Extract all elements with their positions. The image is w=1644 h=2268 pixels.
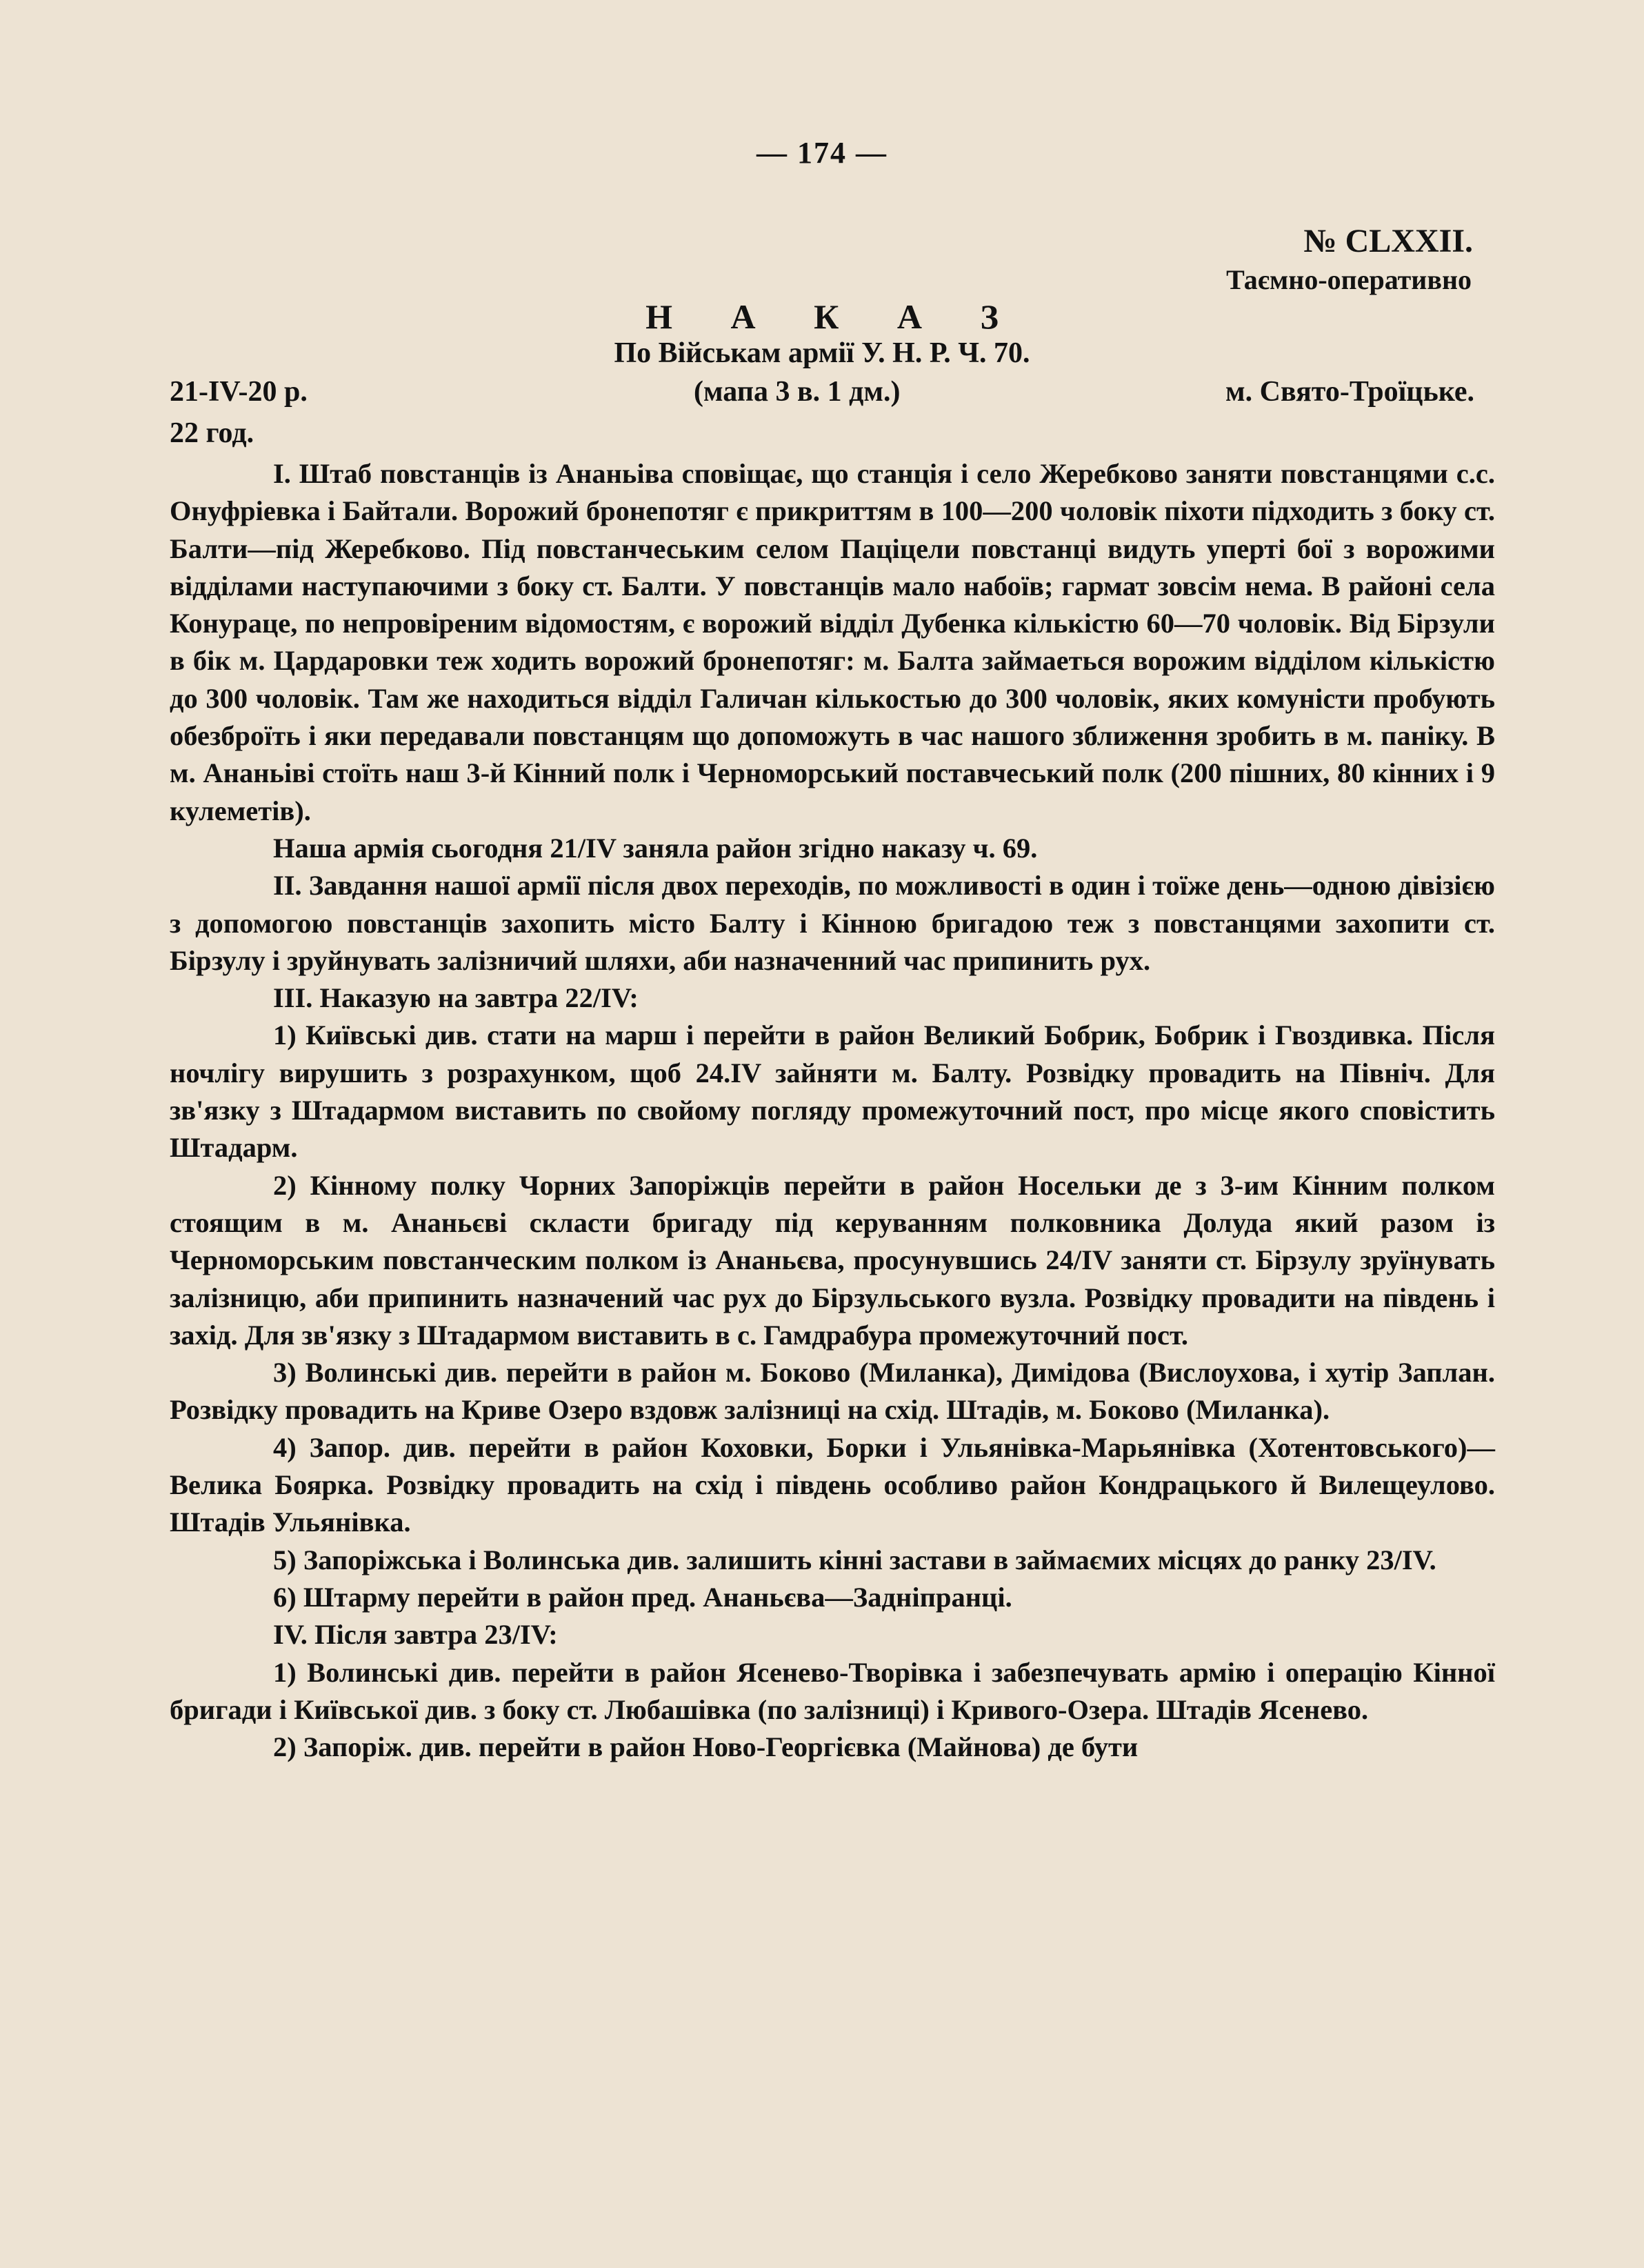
paragraph-order-3-6: 6) Штарму перейти в район пред. Ананьєва—Задніпранці. — [273, 1581, 1012, 1613]
meta-row — [170, 375, 1474, 414]
paragraph-order-4-2: 2) Запоріж. див. перейти в район Ново-Георгієвка (Майнова) де бути — [273, 1731, 1139, 1763]
paragraph-order-3-3: 3) Волинські див. перейти в район м. Боково (Миланка), Димідова (Вислоухова, і хутір Заплан. Розвідку провадить на Криве Озеро вздовж залізниці на схід. Штадів, м. Боково (Миланка). — [170, 1357, 1495, 1426]
document-place: м. Свято-Троїцьке. — [1225, 376, 1474, 408]
paragraph-order-3-1: 1) Київські див. стати на марш і перейти в район Великий Бобрик, Бобрик і Гвоздивка. Після ночлігу вирушить з розрахунком, щоб 24.IV зайняти м. Балту. Розвідку провадить на Північ. Для зв'язку з Штадармом виставить по свойому погляду промежуточний пост, про місце якого сповістить Штадарм. — [170, 1019, 1495, 1164]
page-number: — 174 — — [756, 136, 888, 170]
paragraph-section-2: II. Завдання нашої армії після двох переходів, по можливості в один і тоїже день—одною дівізією з допомогою повстанців захопить місто Балту і Кінною бригадою теж з повстанцями захопити ст. Бірзулу і зруйнувать залізничий шляхи, аби назначенний час припинить рух. — [170, 870, 1495, 976]
paragraph-order-3-2: 2) Кінному полку Чорних Запоріжців перейти в район Носельки де з 3-им Кінним полком стоящим в м. Ананьєві скласти бригаду під керуванням полковника Долуда який разом із Черноморським повстанческим полком із Ананьєва, просунувшись 24/IV заняти ст. Бірзулу зруїнувать залізницю, аби припинить назначений час рух до Бірзульського вузла. Розвідку провадити на південь і захід. Для зв'язку з Штадармом виставить в с. Гамдрабура промежуточний пост. — [170, 1169, 1495, 1351]
paragraph-order-3-5: 5) Запоріжська і Волинська див. залишить кінні застави в займаємих місцях до ранку 23/IV. — [273, 1544, 1436, 1575]
document-time: 22 год. — [170, 417, 254, 449]
paragraph-section-4-heading: IV. Після завтра 23/IV: — [273, 1619, 558, 1651]
document-number: № CLXXII. — [1303, 223, 1473, 259]
document-date: 21-IV-20 р. — [170, 376, 308, 408]
map-reference: (мапа 3 в. 1 дм.) — [694, 376, 901, 408]
paragraph-army-status: Наша армія сьогодня 21/IV заняла район згідно наказу ч. 69. — [273, 832, 1038, 864]
document-body — [170, 455, 1495, 1766]
paragraph-order-4-1: 1) Волинські див. перейти в район Ясенево-Творівка і забезпечувать армію і операцію Кінної бригади і Київської див. з боку ст. Любашівка (по залізниці) і Кривого-Озера. Штадів Ясенево. — [170, 1656, 1495, 1725]
document-title: Н А К А З — [645, 297, 1023, 336]
classification-mark: Таємно-оперативно — [1226, 264, 1472, 295]
paragraph-section-1: I. Штаб повстанців із Ананьіва сповіщає, що станція і село Жеребково заняти повстанцями с.с. Онуфріевка і Байтали. Ворожий бронепотяг є прикриттям в 100—200 чоловік піхоти підходить з боку ст. Балти—під Жеребково. Під повстанчеським селом Паціцели повстанці видуть уперті бої з ворожими відділами наступаючими з боку ст. Балти. У повстанців мало набоїв; гармат зовсім нема. В районі села Конураце, по непровіреним відомостям, є ворожий відділ Дубенка кількістю 60—70 чоловік. Від Бірзули в бік м. Цардаровки теж ходить ворожий бронепотяг: м. Балта займаеться ворожим відділом кількістю до 300 чоловік. Там же находиться відділ Галичан кількостью до 300 чоловік, яких комуністи пробують обезброїть і яки передавали повстанцям що допоможуть в час нашого зближення зробить в м. паніку. В м. Ананьіві стоїть наш 3-й Кінний полк і Черноморський поставчеський полк (200 пішних, 80 кінних і 9 кулеметів). — [170, 458, 1495, 826]
paragraph-order-3-4: 4) Запор. див. перейти в район Коховки, Борки і Ульянівка-Марьянівка (Хотентовського)—Велика Боярка. Розвідку провадить на схід і південь особливо район Кондрацького й Вилещеулово. Штадів Ульянівка. — [170, 1431, 1495, 1538]
document-subtitle: По Військам армії У. Н. Р. Ч. 70. — [614, 337, 1030, 369]
paragraph-section-3-heading: III. Наказую на завтра 22/IV: — [273, 982, 639, 1014]
